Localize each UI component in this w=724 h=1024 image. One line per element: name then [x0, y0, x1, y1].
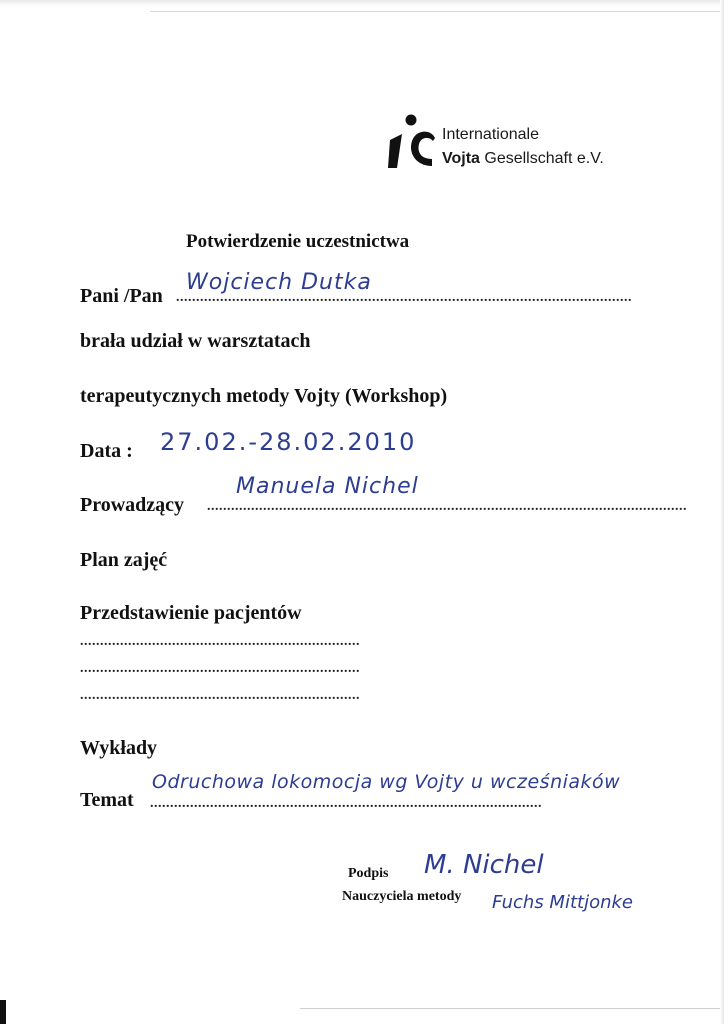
scan-edge-mark — [0, 1000, 6, 1024]
vojta-logo — [386, 113, 626, 173]
logo-line-2-rest: Gesellschaft e.V. — [479, 150, 604, 167]
patients-dots-1: ...................................................................... — [80, 634, 360, 649]
topic-label: Temat — [80, 789, 134, 811]
leader-dots: ........................................................................................................................ — [207, 499, 687, 514]
scan-line-bottom — [300, 1008, 720, 1009]
signature-handwritten-2: Fuchs Mittjonke — [492, 892, 634, 913]
participation-line-2: terapeutycznych metody Vojty (Workshop) — [80, 385, 448, 407]
name-handwritten: Wojciech Dutka — [186, 270, 372, 295]
scan-line-top — [150, 11, 722, 12]
date-label: Data : — [80, 440, 133, 462]
logo-line-1: Internationale — [442, 126, 539, 143]
leader-handwritten: Manuela Nichel — [236, 474, 419, 499]
topic-dots: .................................................................................................. — [150, 796, 542, 811]
teacher-label: Nauczyciela metody — [342, 889, 462, 904]
logo-line-2-bold: Vojta — [442, 150, 480, 167]
topic-handwritten: Odruchowa lokomocja wg Vojty u wcześniaków — [152, 771, 621, 793]
patients-dots-3: ...................................................................... — [80, 688, 360, 703]
leader-label: Prowadzący — [80, 494, 185, 516]
patients-label: Przedstawienie pacjentów — [80, 602, 302, 624]
scan-shadow-right — [720, 0, 724, 1024]
form-title: Potwierdzenie uczestnictwa — [186, 231, 410, 252]
name-label: Pani /Pan — [80, 285, 163, 307]
plan-label: Plan zajęć — [80, 549, 168, 571]
date-handwritten: 27.02.-28.02.2010 — [160, 428, 417, 456]
signature-label: Podpis — [348, 866, 389, 881]
logo-line-2 — [442, 150, 604, 168]
vojta-logo-icon — [386, 113, 440, 171]
name-dots: .................................................................................................................. — [176, 290, 632, 305]
scan-shadow-top — [0, 0, 724, 6]
patients-dots-2: ...................................................................... — [80, 661, 360, 676]
participation-line-1: brała udział w warsztatach — [80, 330, 311, 352]
signature-handwritten-1: M. Nichel — [424, 850, 544, 880]
lectures-label: Wykłady — [80, 737, 158, 759]
